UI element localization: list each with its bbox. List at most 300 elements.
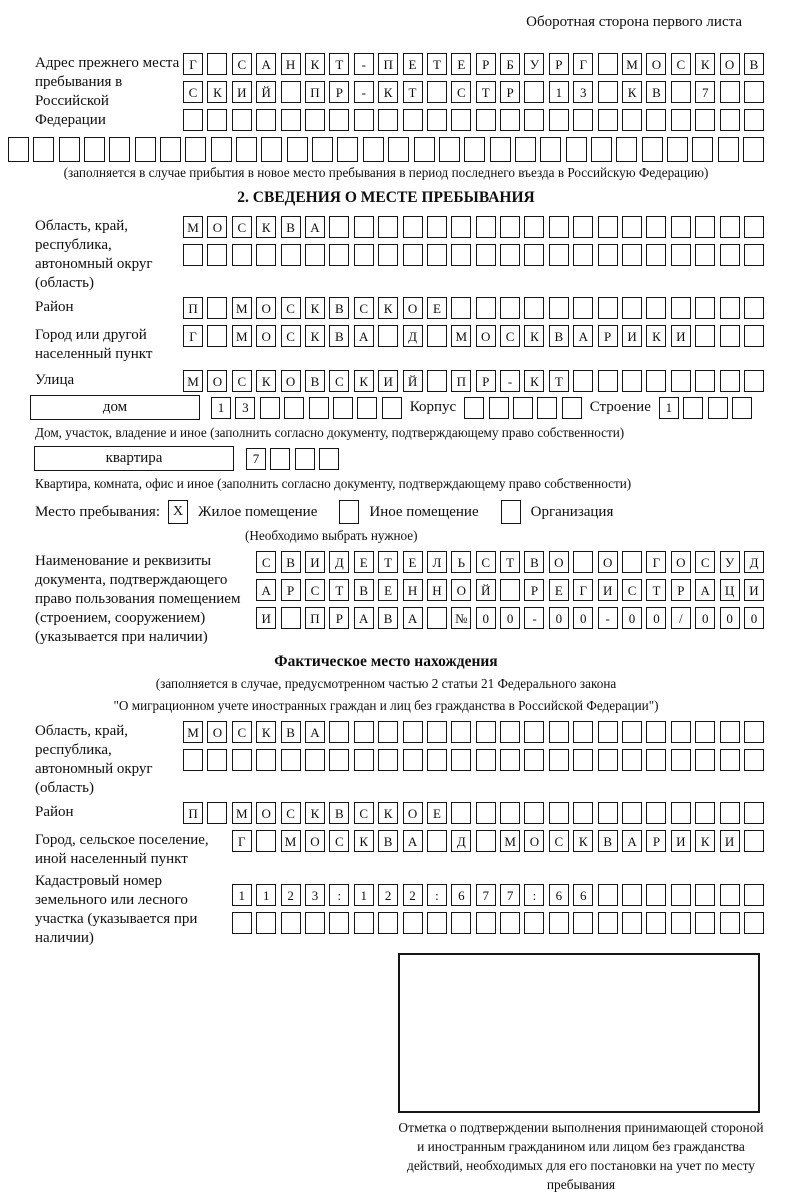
checkbox-organization[interactable] [501,500,521,524]
char-cell[interactable]: О [646,53,666,75]
char-cell[interactable] [403,912,423,934]
char-cell[interactable] [695,244,715,266]
char-cell[interactable]: Р [329,607,349,629]
char-cell[interactable] [513,397,533,419]
char-cell[interactable]: Д [451,830,471,852]
char-cell[interactable] [476,749,496,771]
char-cell[interactable]: А [305,721,325,743]
char-cell[interactable] [270,448,290,470]
char-cell[interactable] [476,244,496,266]
char-cell[interactable] [671,244,691,266]
char-cell[interactable]: 0 [476,607,496,629]
char-cell[interactable]: 6 [549,884,569,906]
char-cell[interactable]: К [646,325,666,347]
char-cell[interactable] [476,216,496,238]
char-cell[interactable] [329,721,349,743]
char-cell[interactable] [333,397,353,419]
char-cell[interactable] [524,244,544,266]
char-cell[interactable]: Й [403,370,423,392]
char-cell[interactable]: : [427,884,447,906]
char-cell[interactable]: К [524,370,544,392]
char-cell[interactable]: А [695,579,715,601]
char-cell[interactable]: Г [183,325,203,347]
char-cell[interactable] [671,297,691,319]
char-cell[interactable] [720,244,740,266]
char-cell[interactable] [378,325,398,347]
char-cell[interactable] [646,297,666,319]
char-cell[interactable] [695,216,715,238]
char-cell[interactable] [671,884,691,906]
char-cell[interactable]: С [232,216,252,238]
char-cell[interactable] [500,912,520,934]
char-cell[interactable]: Е [403,551,423,573]
char-cell[interactable] [185,137,206,162]
char-cell[interactable]: М [500,830,520,852]
char-cell[interactable]: В [549,325,569,347]
char-cell[interactable]: О [403,297,423,319]
char-cell[interactable] [427,244,447,266]
char-cell[interactable] [427,109,447,131]
char-cell[interactable] [427,749,447,771]
char-cell[interactable]: Т [329,579,349,601]
char-cell[interactable] [500,749,520,771]
char-cell[interactable] [646,802,666,824]
char-cell[interactable] [207,802,227,824]
char-cell[interactable]: С [329,370,349,392]
char-cell[interactable]: Е [427,802,447,824]
char-cell[interactable]: Д [403,325,423,347]
char-cell[interactable] [489,397,509,419]
char-cell[interactable]: Т [403,81,423,103]
char-cell[interactable]: 2 [281,884,301,906]
char-cell[interactable]: П [378,53,398,75]
char-cell[interactable] [720,884,740,906]
char-cell[interactable]: И [256,607,276,629]
char-cell[interactable]: И [598,579,618,601]
char-cell[interactable]: И [305,551,325,573]
char-cell[interactable] [414,137,435,162]
char-cell[interactable]: Т [476,81,496,103]
char-cell[interactable]: К [573,830,593,852]
char-cell[interactable]: 1 [211,397,231,419]
char-cell[interactable] [744,297,764,319]
char-cell[interactable]: 6 [451,884,471,906]
char-cell[interactable] [573,244,593,266]
char-cell[interactable]: С [354,802,374,824]
char-cell[interactable]: - [500,370,520,392]
char-cell[interactable] [667,137,688,162]
char-cell[interactable]: Р [549,53,569,75]
char-cell[interactable]: Ь [451,551,471,573]
char-cell[interactable] [284,397,304,419]
char-cell[interactable] [695,325,715,347]
char-cell[interactable] [476,109,496,131]
char-cell[interactable]: Г [183,53,203,75]
char-cell[interactable] [622,749,642,771]
char-cell[interactable] [451,749,471,771]
char-cell[interactable] [451,912,471,934]
char-cell[interactable] [476,721,496,743]
char-cell[interactable]: П [183,297,203,319]
char-cell[interactable] [744,884,764,906]
char-cell[interactable]: О [207,370,227,392]
char-cell[interactable] [8,137,29,162]
char-cell[interactable]: С [281,297,301,319]
char-cell[interactable]: 2 [378,884,398,906]
char-cell[interactable]: В [281,721,301,743]
char-cell[interactable] [403,109,423,131]
char-cell[interactable]: Г [646,551,666,573]
char-cell[interactable] [598,912,618,934]
char-cell[interactable] [500,721,520,743]
char-cell[interactable]: 3 [573,81,593,103]
char-cell[interactable]: К [256,370,276,392]
char-cell[interactable] [622,912,642,934]
char-cell[interactable] [720,721,740,743]
char-cell[interactable] [573,912,593,934]
char-cell[interactable] [403,721,423,743]
char-cell[interactable]: О [305,830,325,852]
char-cell[interactable] [354,109,374,131]
char-cell[interactable] [500,802,520,824]
char-cell[interactable] [500,244,520,266]
char-cell[interactable] [403,749,423,771]
char-cell[interactable] [646,912,666,934]
char-cell[interactable]: А [622,830,642,852]
char-cell[interactable] [732,397,752,419]
char-cell[interactable]: : [524,884,544,906]
char-cell[interactable]: С [451,81,471,103]
char-cell[interactable]: Р [281,579,301,601]
char-cell[interactable] [573,551,593,573]
char-cell[interactable]: 1 [354,884,374,906]
char-cell[interactable] [312,137,333,162]
char-cell[interactable] [232,244,252,266]
char-cell[interactable]: М [451,325,471,347]
char-cell[interactable] [744,749,764,771]
char-cell[interactable]: 0 [549,607,569,629]
char-cell[interactable] [329,216,349,238]
char-cell[interactable] [671,81,691,103]
char-cell[interactable]: О [403,802,423,824]
char-cell[interactable]: К [378,297,398,319]
char-cell[interactable] [256,244,276,266]
char-cell[interactable] [549,244,569,266]
char-cell[interactable]: И [622,325,642,347]
char-cell[interactable]: У [720,551,740,573]
char-cell[interactable] [232,109,252,131]
char-cell[interactable] [207,297,227,319]
char-cell[interactable]: 7 [500,884,520,906]
char-cell[interactable] [354,244,374,266]
char-cell[interactable]: Б [500,53,520,75]
char-cell[interactable]: Р [671,579,691,601]
char-cell[interactable] [500,579,520,601]
char-cell[interactable]: В [305,370,325,392]
char-cell[interactable] [439,137,460,162]
char-cell[interactable]: - [354,53,374,75]
char-cell[interactable] [622,551,642,573]
char-cell[interactable] [281,109,301,131]
char-cell[interactable] [744,370,764,392]
char-cell[interactable] [671,802,691,824]
char-cell[interactable] [427,721,447,743]
char-cell[interactable] [622,216,642,238]
apartment-field-box[interactable]: квартира [34,446,234,471]
char-cell[interactable] [646,216,666,238]
char-cell[interactable]: К [305,297,325,319]
char-cell[interactable] [281,749,301,771]
char-cell[interactable] [695,721,715,743]
char-cell[interactable]: С [476,551,496,573]
char-cell[interactable]: С [256,551,276,573]
char-cell[interactable] [671,721,691,743]
char-cell[interactable] [305,244,325,266]
char-cell[interactable]: В [329,802,349,824]
char-cell[interactable]: О [524,830,544,852]
char-cell[interactable] [256,109,276,131]
char-cell[interactable] [562,397,582,419]
char-cell[interactable]: Г [573,579,593,601]
char-cell[interactable]: М [183,721,203,743]
char-cell[interactable] [109,137,130,162]
char-cell[interactable] [207,325,227,347]
char-cell[interactable]: О [476,325,496,347]
char-cell[interactable]: П [451,370,471,392]
char-cell[interactable] [378,216,398,238]
char-cell[interactable]: Т [646,579,666,601]
char-cell[interactable]: 3 [305,884,325,906]
char-cell[interactable]: С [329,830,349,852]
char-cell[interactable]: Р [329,81,349,103]
char-cell[interactable] [549,109,569,131]
char-cell[interactable] [281,607,301,629]
char-cell[interactable]: А [354,325,374,347]
char-cell[interactable]: К [378,81,398,103]
char-cell[interactable] [537,397,557,419]
char-cell[interactable]: А [256,53,276,75]
char-cell[interactable]: № [451,607,471,629]
char-cell[interactable] [427,325,447,347]
char-cell[interactable]: С [695,551,715,573]
char-cell[interactable]: К [305,802,325,824]
char-cell[interactable] [743,137,764,162]
char-cell[interactable]: О [256,802,276,824]
char-cell[interactable] [549,216,569,238]
char-cell[interactable]: Е [403,53,423,75]
char-cell[interactable]: 6 [573,884,593,906]
char-cell[interactable] [427,607,447,629]
char-cell[interactable]: А [354,607,374,629]
char-cell[interactable] [720,216,740,238]
char-cell[interactable]: М [183,370,203,392]
char-cell[interactable] [305,912,325,934]
char-cell[interactable]: О [671,551,691,573]
char-cell[interactable] [744,721,764,743]
char-cell[interactable]: А [305,216,325,238]
char-cell[interactable] [573,216,593,238]
char-cell[interactable]: С [671,53,691,75]
char-cell[interactable]: П [305,81,325,103]
char-cell[interactable]: Р [476,370,496,392]
char-cell[interactable] [524,721,544,743]
char-cell[interactable] [329,109,349,131]
char-cell[interactable]: К [695,53,715,75]
char-cell[interactable] [451,297,471,319]
char-cell[interactable]: 0 [500,607,520,629]
char-cell[interactable]: 0 [720,607,740,629]
char-cell[interactable]: Г [232,830,252,852]
char-cell[interactable]: К [354,370,374,392]
char-cell[interactable]: Г [573,53,593,75]
char-cell[interactable]: О [451,579,471,601]
char-cell[interactable] [683,397,703,419]
char-cell[interactable]: П [305,607,325,629]
char-cell[interactable] [500,216,520,238]
char-cell[interactable] [378,721,398,743]
char-cell[interactable]: О [256,297,276,319]
char-cell[interactable] [549,802,569,824]
char-cell[interactable]: И [232,81,252,103]
char-cell[interactable]: М [622,53,642,75]
char-cell[interactable] [720,109,740,131]
char-cell[interactable]: М [183,216,203,238]
char-cell[interactable]: М [232,297,252,319]
char-cell[interactable]: С [183,81,203,103]
char-cell[interactable] [598,216,618,238]
char-cell[interactable]: Л [427,551,447,573]
char-cell[interactable] [708,397,728,419]
char-cell[interactable]: М [281,830,301,852]
char-cell[interactable]: В [329,325,349,347]
char-cell[interactable]: И [671,830,691,852]
char-cell[interactable] [256,749,276,771]
char-cell[interactable] [357,397,377,419]
char-cell[interactable] [598,81,618,103]
char-cell[interactable]: 0 [695,607,715,629]
char-cell[interactable] [232,912,252,934]
char-cell[interactable] [309,397,329,419]
char-cell[interactable] [744,802,764,824]
char-cell[interactable]: Е [451,53,471,75]
char-cell[interactable] [646,721,666,743]
char-cell[interactable]: Н [403,579,423,601]
char-cell[interactable]: С [549,830,569,852]
char-cell[interactable]: С [232,370,252,392]
char-cell[interactable] [720,912,740,934]
char-cell[interactable] [319,448,339,470]
char-cell[interactable]: 1 [659,397,679,419]
char-cell[interactable] [598,244,618,266]
char-cell[interactable]: 7 [246,448,266,470]
char-cell[interactable] [695,749,715,771]
char-cell[interactable] [646,884,666,906]
char-cell[interactable] [720,802,740,824]
char-cell[interactable] [549,721,569,743]
char-cell[interactable] [598,53,618,75]
char-cell[interactable]: 7 [695,81,715,103]
char-cell[interactable] [549,297,569,319]
char-cell[interactable]: Е [354,551,374,573]
char-cell[interactable]: И [671,325,691,347]
char-cell[interactable]: К [207,81,227,103]
char-cell[interactable]: О [720,53,740,75]
char-cell[interactable] [403,244,423,266]
char-cell[interactable]: А [256,579,276,601]
char-cell[interactable] [464,137,485,162]
char-cell[interactable] [646,109,666,131]
char-cell[interactable]: К [256,721,276,743]
char-cell[interactable]: О [598,551,618,573]
char-cell[interactable]: А [403,607,423,629]
char-cell[interactable]: Ц [720,579,740,601]
char-cell[interactable] [695,297,715,319]
char-cell[interactable]: К [305,325,325,347]
char-cell[interactable] [427,912,447,934]
char-cell[interactable] [524,109,544,131]
char-cell[interactable] [622,802,642,824]
char-cell[interactable]: Е [549,579,569,601]
char-cell[interactable] [427,81,447,103]
char-cell[interactable] [598,109,618,131]
char-cell[interactable] [236,137,257,162]
char-cell[interactable] [622,109,642,131]
char-cell[interactable]: Р [524,579,544,601]
char-cell[interactable]: К [354,830,374,852]
char-cell[interactable]: В [524,551,544,573]
char-cell[interactable] [160,137,181,162]
char-cell[interactable] [260,397,280,419]
char-cell[interactable] [720,81,740,103]
char-cell[interactable] [598,297,618,319]
char-cell[interactable] [363,137,384,162]
char-cell[interactable] [622,244,642,266]
char-cell[interactable] [598,749,618,771]
char-cell[interactable] [646,749,666,771]
char-cell[interactable]: В [598,830,618,852]
char-cell[interactable] [671,749,691,771]
char-cell[interactable]: С [305,579,325,601]
char-cell[interactable] [207,53,227,75]
char-cell[interactable]: Т [549,370,569,392]
char-cell[interactable] [744,109,764,131]
char-cell[interactable] [476,297,496,319]
char-cell[interactable] [598,802,618,824]
char-cell[interactable]: Т [378,551,398,573]
char-cell[interactable]: 1 [256,884,276,906]
char-cell[interactable] [720,370,740,392]
char-cell[interactable] [427,830,447,852]
char-cell[interactable]: Т [329,53,349,75]
char-cell[interactable] [378,244,398,266]
char-cell[interactable] [646,244,666,266]
char-cell[interactable] [598,884,618,906]
char-cell[interactable] [622,370,642,392]
char-cell[interactable] [84,137,105,162]
char-cell[interactable] [671,216,691,238]
checkbox-other-premises[interactable] [339,500,359,524]
char-cell[interactable] [622,884,642,906]
char-cell[interactable] [476,830,496,852]
char-cell[interactable] [671,370,691,392]
char-cell[interactable] [500,297,520,319]
char-cell[interactable]: С [281,325,301,347]
char-cell[interactable]: В [646,81,666,103]
char-cell[interactable] [524,297,544,319]
char-cell[interactable]: Е [378,579,398,601]
char-cell[interactable]: В [378,830,398,852]
char-cell[interactable] [695,802,715,824]
